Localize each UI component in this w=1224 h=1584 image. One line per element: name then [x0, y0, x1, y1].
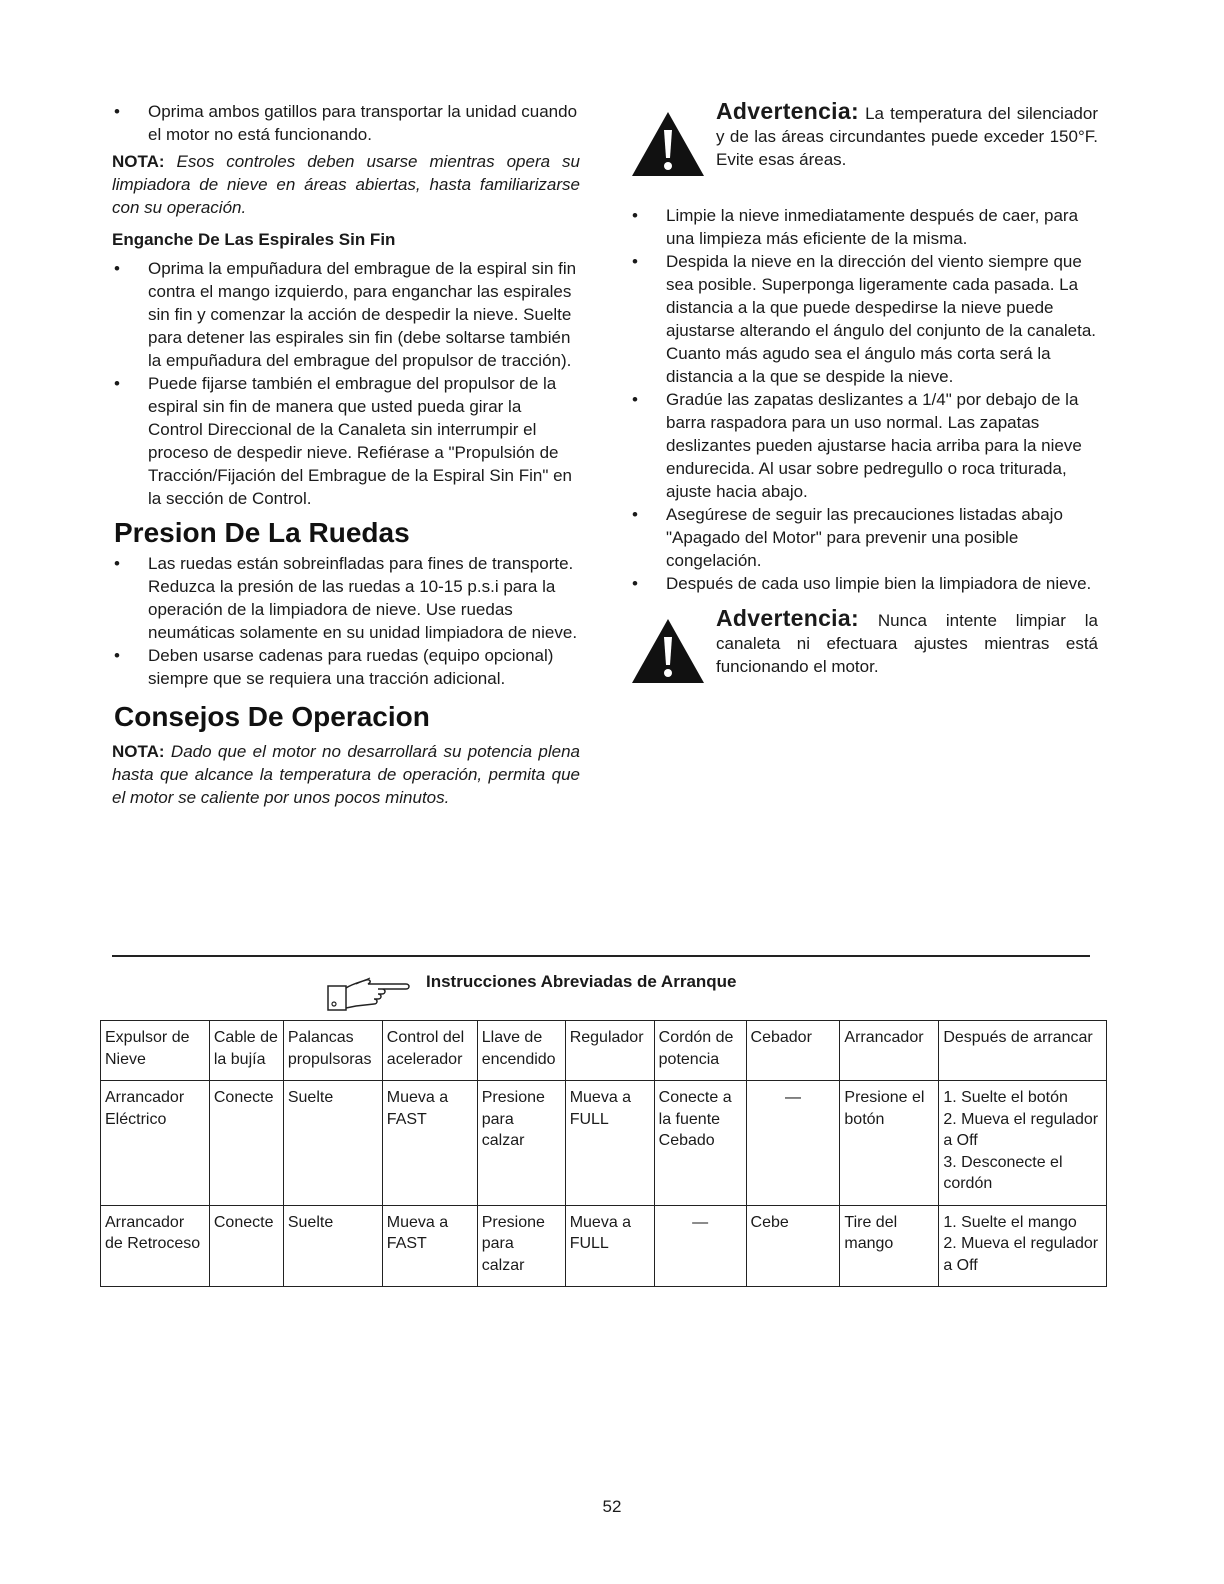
section-divider [112, 955, 1090, 957]
warning-chute [630, 607, 1098, 687]
header-cell: Arrancador [840, 1021, 939, 1081]
header-cell: Palancas propulsoras [283, 1021, 382, 1081]
pointing-hand-icon [326, 976, 422, 1012]
step-item: 2. Mueva el regulador a Off [943, 1110, 1099, 1149]
table-cell: Mueva a FAST [382, 1205, 477, 1287]
table-cell: Tire del mango [840, 1205, 939, 1287]
nota-warmup [112, 740, 580, 809]
warning-body: Nunca intente limpiar la canaleta ni efectuara ajustes mientras está funcionando el motor. [716, 611, 1098, 676]
header-cell: Llave de encendido [477, 1021, 565, 1081]
warning-triangle-icon [630, 617, 706, 687]
table-cell [939, 1081, 1107, 1206]
table-cell: Suelte [283, 1081, 382, 1206]
step-item: 3. Desconecte el cordón [943, 1153, 1063, 1192]
table-cell: Mueva a FULL [565, 1205, 654, 1287]
table-cell: Mueva a FULL [565, 1081, 654, 1206]
header-cell: Cebador [746, 1021, 840, 1081]
table-cell: Presione el botón [840, 1081, 939, 1206]
warning-title: Advertencia: [716, 98, 859, 124]
tip-bullet: • Asegúrese de seguir las precauciones listadas abajo "Apagado del Motor" para prevenir una posible congelación. [630, 503, 1098, 572]
step-item: 1. Suelte el mango [943, 1213, 1077, 1231]
header-cell: Después de arrancar [939, 1021, 1107, 1081]
tip-bullet: • Despida la nieve en la dirección del viento siempre que sea posible. Superponga ligeramente cada pasada. La distancia a la que puede despedirse la nieve puede ajustarse alterando el ángulo del conjunto de la canaleta. Cuanto más agudo sea el ángulo más corta será la distancia a la que se despide la nieve. [630, 250, 1098, 388]
warning-text [716, 100, 1098, 171]
table-cell: Cebe [746, 1205, 840, 1287]
table-cell: Mueva a FAST [382, 1081, 477, 1206]
table-cell: Suelte [283, 1205, 382, 1287]
warning-title: Advertencia: [716, 605, 859, 631]
nota-text: Dado que el motor no desarrollará su potencia plena hasta que alcance la temperatura de operación, permita que el motor se caliente por unos pocos minutos. [112, 742, 580, 807]
engage-bullet: • Puede fijarse también el embrague del propulsor de la espiral sin fin de manera que usted pueda girar la Control Direccional de la Canaleta sin interrumpir el proceso de despedir nieve. Refiérase a "Propulsión de Tracción/Fijación del Embrague de la Espiral Sin Fin" en la sección de Control. [112, 372, 580, 510]
table-row-electric [101, 1081, 1107, 1206]
table-cell: — [654, 1205, 746, 1287]
pressure-bullet: • Las ruedas están sobreinfladas para fines de transporte. Reduzca la presión de las ruedas a 10-15 p.s.i para la operación de la limpiadora de nieve. Use ruedas neumáticas solamente en su unidad limpiadora de nieve. [112, 552, 580, 644]
step-item: 2. Mueva el regulador a Off [943, 1235, 1099, 1274]
warning-triangle-icon [630, 110, 706, 180]
nota-controls [112, 150, 580, 219]
pressure-heading: Presion De La Ruedas [114, 517, 410, 548]
tips-heading: Consejos De Operacion [114, 701, 430, 732]
table-cell: Conecte [209, 1205, 283, 1287]
pressure-bullet: • Deben usarse cadenas para ruedas (equipo opcional) siempre que se requiera una tracción adicional. [112, 644, 580, 690]
engage-bullet: • Oprima la empuñadura del embrague de la espiral sin fin contra el mango izquierdo, para enganchar las espirales sin fin y comenzar la acción de despedir la nieve. Suelte para detener las espirales sin fin (debe soltarse también la empuñadura del embrague del propulsor de tracción). [112, 257, 580, 372]
header-cell: Cable de la bujía [209, 1021, 283, 1081]
header-cell: Regulador [565, 1021, 654, 1081]
table-row-recoil [101, 1205, 1107, 1287]
tip-bullet: • Gradúe las zapatas deslizantes a 1/4" por debajo de la barra raspadora para un uso normal. Las zapatas deslizantes pueden ajustarse hacia arriba para la nieve endurecida. Al usar sobre pedregullo o roca triturada, ajuste hacia abajo. [630, 388, 1098, 503]
nota-label: NOTA: [112, 152, 165, 171]
table-cell: Presione para calzar [477, 1081, 565, 1206]
warning-text [716, 607, 1098, 678]
tip-bullet: • Después de cada uso limpie bien la limpiadora de nieve. [630, 572, 1098, 595]
nota-label: NOTA: [112, 742, 165, 761]
table-cell: Arrancador Eléctrico [101, 1081, 210, 1206]
nota-text: Esos controles deben usarse mientras opera su limpiadora de nieve en áreas abiertas, hasta familiarizarse con su operación. [112, 152, 580, 217]
starter-table-header [320, 968, 840, 1014]
tip-bullet: • Limpie la nieve inmediatamente después de caer, para una limpieza más eficiente de la misma. [630, 204, 1098, 250]
page-number: 52 [602, 1497, 622, 1516]
table-cell [939, 1205, 1107, 1287]
table-cell: Conecte a la fuente Cebado [654, 1081, 746, 1206]
right-column [630, 100, 1098, 687]
table-header-row [101, 1021, 1107, 1081]
starter-instructions-table [100, 1020, 1107, 1287]
starter-table-title: Instrucciones Abreviadas de Arranque [426, 972, 737, 991]
table-cell: Arrancador de Retroceso [101, 1205, 210, 1287]
step-item: 1. Suelte el botón [943, 1089, 1068, 1106]
warning-muffler [630, 100, 1098, 180]
header-cell: Control del acelerador [382, 1021, 477, 1081]
warning-body: La temperatura del silenciador y de las áreas circundantes puede exceder 150°F. Evite esas áreas. [716, 104, 1098, 169]
left-column [112, 100, 580, 809]
bullet-transport: • Oprima ambos gatillos para transportar la unidad cuando el motor no está funcionando. [112, 100, 580, 146]
header-cell: Cordón de potencia [654, 1021, 746, 1081]
header-cell: Expulsor de Nieve [101, 1021, 210, 1081]
table-cell: Presione para calzar [477, 1205, 565, 1287]
engage-heading: Enganche De Las Espirales Sin Fin [112, 230, 396, 249]
table-cell: — [746, 1081, 840, 1206]
table-cell: Conecte [209, 1081, 283, 1206]
